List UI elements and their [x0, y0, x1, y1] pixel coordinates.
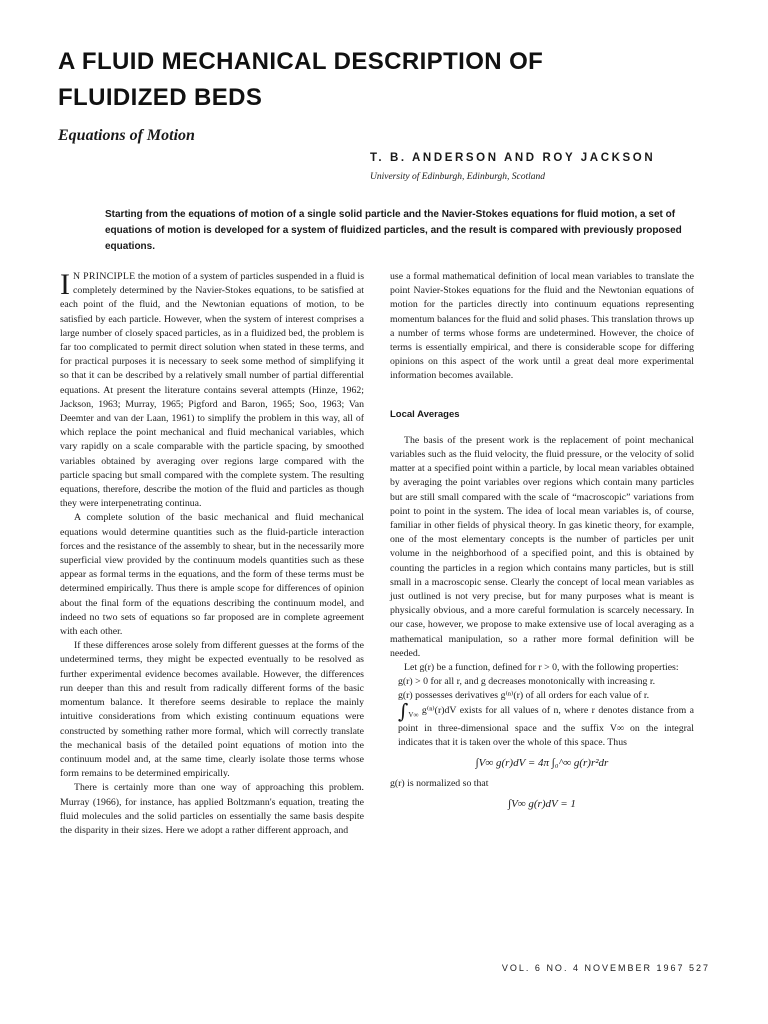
lead-in: N PRINCIPLE — [73, 271, 136, 282]
integral-sign: ∫ — [398, 698, 409, 723]
authors: T. B. ANDERSON AND ROY JACKSON — [370, 152, 656, 164]
paragraph-2: A complete solution of the basic mechanical and fluid mechanical equations would determine quantities such as the fluid-particle interaction forces and the resistance of the assembly to shear, but in the necessarily more superficial view provided by the continuum models quantities such as these appear as formal terms in the equations, and the form of these terms must be determined empirically. Thus there is ample scope for differences of opinion about the final form of the equations describing the continuum model, and indeed no two sets of equations so far proposed are in complete agreement with each other. — [60, 512, 364, 638]
abstract: Starting from the equations of motion of a single solid particle and the Navier-Stokes equations for fluid motion, a set of equations of motion is developed for a system of fluidized particles, and the result is compared with previously proposed equations. — [105, 209, 682, 252]
property-3 — [390, 698, 694, 751]
property-3-text: g⁽ⁿ⁾(r)dV exists for all values of n, where r denotes distance from a point in three-dimensional space and the suffix V∞ on the integral indicates that it is taken over the whole of this space. Thus — [398, 704, 694, 749]
normalization-text: g(r) is normalized so that — [390, 777, 489, 789]
property-2: g(r) possesses derivatives g⁽ⁿ⁾(r) of all orders for each value of r. — [398, 690, 650, 702]
property-1: g(r) > 0 for all r, and g decreases monotonically with increasing r. — [398, 676, 656, 688]
subtitle: Equations of Motion — [58, 127, 195, 144]
section-heading-local-averages: Local Averages — [390, 408, 460, 420]
affiliation: University of Edinburgh, Edinburgh, Scotland — [370, 172, 546, 182]
article-title — [58, 44, 718, 116]
function-definition: Let g(r) be a function, defined for r > 0, with the following properties: — [404, 662, 679, 674]
page-footer: VOL. 6 NO. 4 NOVEMBER 1967 527 — [501, 963, 710, 973]
title-line-1: A FLUID MECHANICAL DESCRIPTION OF — [58, 48, 544, 75]
intro-text: the motion of a system of particles suspended in a fluid is completely determined by the Navier-Stokes equations, to be satisfied at each point of the fluid, and the Newtonian equations of motion, to be satisfied by each particle. However, when the system of interest comprises a large number of closely spaced particles, as in a fluidized bed, the problem is far too complicated to permit direct solution when stated in these terms, and for practical purposes it is necessary to seek some method of simplifying it so that it can be described by a relatively small number of partial differential equations. At present the literature contains several attempts (Hinze, 1962; Jackson, 1963; Murray, 1965; Pigford and Baron, 1965; Soo, 1963; Van Deemter and van der Laan, 1961) to simplify the problem in this way, all of which replace the point mechanical and fluid mechanical variables, which vary rapidly on a scale comparable with the particle spacing, by smoothed variables obtained by averaging over regions large compared with the particle spacing but small compared with the complete system. The resulting equations, therefore, describe the motion of the fluid and particles as though they were interpenetrating continua. — [60, 271, 365, 510]
left-column — [60, 270, 364, 838]
paragraph-4: There is certainly more than one way of approaching this problem. Murray (1966), for instance, has applied Boltzmann's equation, treating the fluid molecules and the solid particles on essentially the same basis despite the disparity in their sizes. Here we adopt a rather different approach, and — [60, 782, 364, 836]
paragraph-3: If these differences arose solely from different guesses at the forms of the undetermined terms, they might be expected eventually to be resolved as further experimental evidence becomes available. However, the differences run deeper than this and result from radically different forms of the basic momentum balance. It therefore seems desirable to replace the mainly intuitive considerations from which existing continuum equations were constructed by something rather more formal, which will correctly translate the mechanical basis of the detailed point equations of motion into the continuum model and, at the same time, clearly isolate those terms whose form remains to be determined empirically. — [60, 640, 364, 780]
right-column — [390, 270, 694, 817]
drop-cap: I — [60, 268, 70, 301]
equation-1: ∫V∞ g(r)dV = 4π ∫₀^∞ g(r)r²dr — [475, 757, 609, 770]
title-line-2: FLUIDIZED BEDS — [58, 84, 263, 111]
continuation-paragraph: use a formal mathematical definition of local mean variables to translate the point Navier-Stokes equations for the fluid and the Newtonian equations of motion for the particles directly into continuum equations representing momentum balances for the fluid and solid phases. This translation throws up a number of terms whose forms are undetermined. However, the choice of terms is essentially empirical, and there is considerable scope for differing opinions on this aspect of the work until a great deal more experimental information becomes available. — [390, 271, 695, 382]
equation-2: ∫V∞ g(r)dV = 1 — [508, 797, 576, 810]
local-averages-paragraph: The basis of the present work is the replacement of point mechanical variables such as the fluid velocity, the fluid pressure, or the velocity of solid matter at a specified point within a particle, by local mean variables obtained by averaging the point variables over regions which contain many particles but are still small compared with the scale of “macroscopic” variations from point to point in the system. The idea of local mean variables is, of course, familiar in other fields of physical theory. In gas kinetic theory, for example, one of the most elementary concepts is the number of particles per unit volume in the neighborhood of a specified point, and this is obtained by counting the particles in a region which contains many particles, but is still small in a macroscopic sense. Clearly the concept of local mean variables as just outlined is not very precise, but for many purposes what is meant is physically obvious, and a more careful formulation is scarcely necessary. In our case, however, we propose to make extensive use of local averaging as a mathematical manipulation, so a rather more formal definition will be needed. — [390, 434, 694, 659]
intro-paragraph — [60, 270, 364, 511]
integral-subscript: V∞ — [408, 710, 419, 719]
